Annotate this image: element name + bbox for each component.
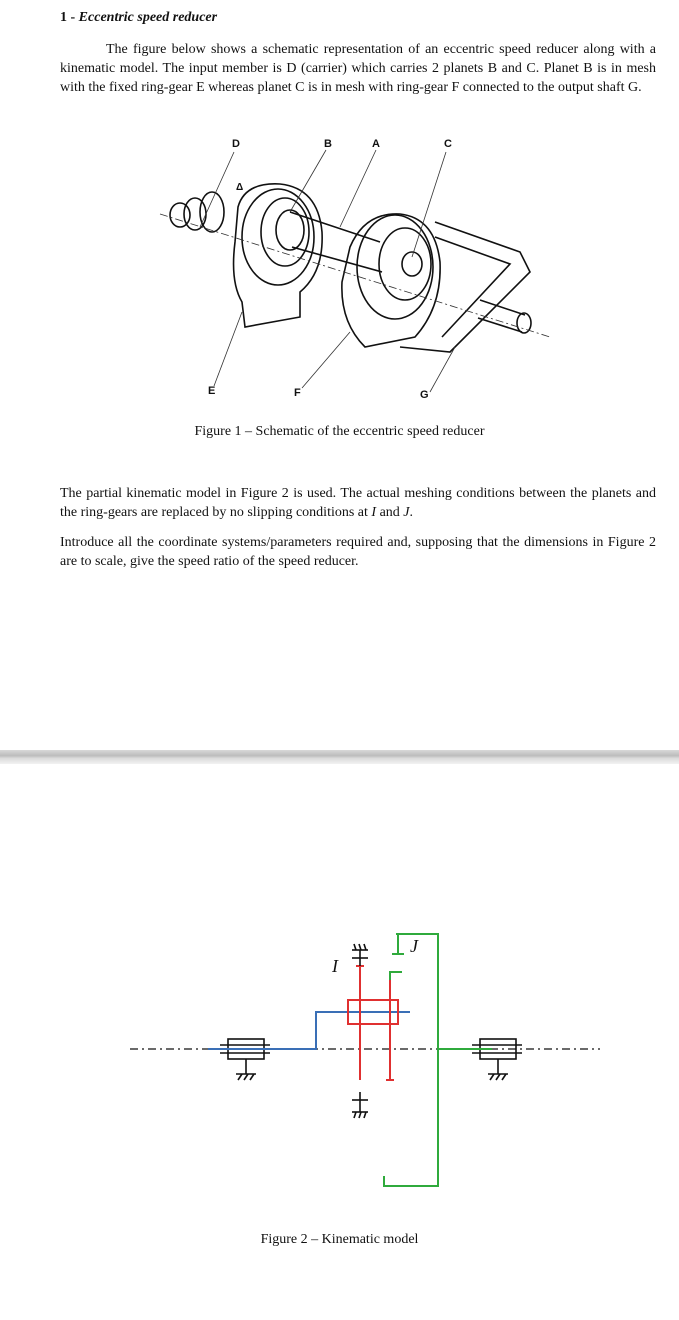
page-2 <box>0 764 679 1320</box>
right-bearing <box>472 1039 522 1080</box>
fig1-label-d: D <box>232 138 240 150</box>
label-j: J <box>410 936 418 956</box>
kinematic-text: The partial kinematic model in Figure 2 is used. The actual meshing conditions between the planets and the ring-gears are replaced by no slipping conditions at <box>60 486 656 520</box>
intro-paragraph: The figure below shows a schematic representation of an eccentric speed reducer along with a kinematic model. The input member is D (carrier) which carries 2 planets B and C. Planet B is in mesh with the fixed ring-gear E whereas planet C is in mesh with ring-gear F connected to the output shaft G. <box>60 42 656 95</box>
kinematic-paragraph <box>60 484 656 522</box>
end-text: . <box>409 505 414 520</box>
figure-2-kinematic-model <box>120 914 610 1204</box>
point-j-ref: J <box>403 505 410 520</box>
fig1-label-e: E <box>208 385 216 397</box>
fig1-label-a: A <box>372 138 380 150</box>
fig1-label-delta: Δ <box>236 182 244 193</box>
figure-1-caption: Figure 1 – Schematic of the eccentric speed reducer <box>194 424 485 439</box>
fig1-label-c: C <box>444 138 452 150</box>
planet-body <box>348 966 398 1080</box>
ground-below <box>352 1092 368 1118</box>
and-text: and <box>376 505 404 520</box>
ground-at-i <box>352 944 368 966</box>
section-heading <box>60 10 217 26</box>
fig1-label-b: B <box>324 138 332 150</box>
figure-2-caption: Figure 2 – Kinematic model <box>260 1232 419 1247</box>
section-title: Eccentric speed reducer <box>78 10 218 25</box>
page-separator <box>0 750 679 764</box>
fig1-label-g: G <box>420 389 429 401</box>
figure-1-schematic <box>150 132 570 412</box>
output-ring <box>384 934 492 1186</box>
left-bearing <box>220 1039 270 1080</box>
carrier-link <box>208 1012 358 1049</box>
fig1-label-f: F <box>294 387 301 399</box>
section-number: 1 - <box>60 10 76 25</box>
point-i-ref: I <box>371 505 377 520</box>
question-paragraph: Introduce all the coordinate systems/parameters required and, supposing that the dimensions in Figure 2 are to scale, give the speed ratio of the speed reducer. <box>60 535 656 569</box>
label-i: I <box>332 956 338 976</box>
